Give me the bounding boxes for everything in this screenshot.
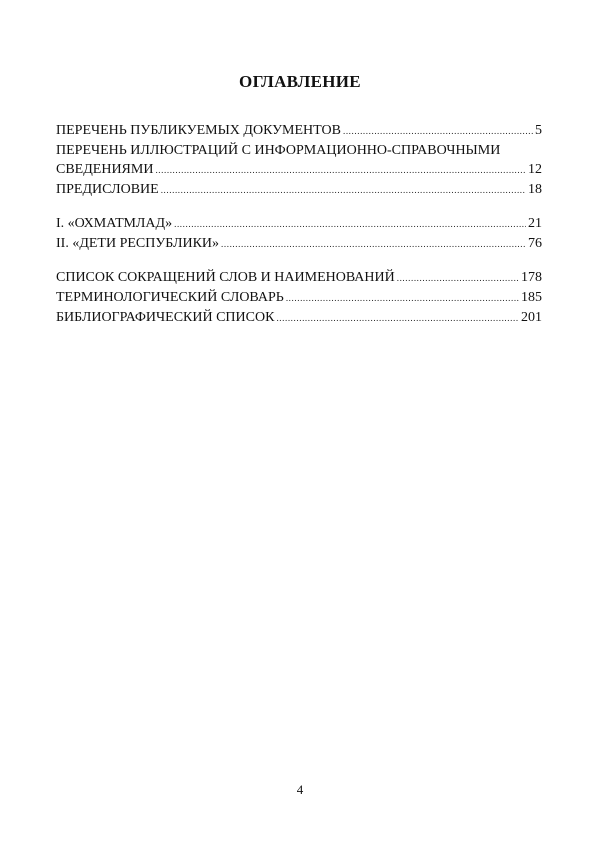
- toc-entry-page: 18: [528, 182, 542, 197]
- toc-entry-label: БИБЛИОГРАФИЧЕСКИЙ СПИСОК: [56, 310, 275, 325]
- toc-entry-label: II. «ДЕТИ РЕСПУБЛИКИ»: [56, 236, 220, 251]
- page-number: 4: [296, 782, 304, 797]
- toc-entry[interactable]: [56, 214, 542, 234]
- toc-entry-label: ПЕРЕЧЕНЬ ПУБЛИКУЕМЫХ ДОКУМЕНТОВ: [56, 123, 341, 138]
- toc-leader-dots: [155, 161, 526, 180]
- toc-entry-label: ТЕРМИНОЛОГИЧЕСКИЙ СЛОВАРЬ: [56, 290, 284, 305]
- page-title: ОГЛАВЛЕНИЕ: [239, 72, 361, 91]
- toc-entry-page: 185: [521, 290, 542, 305]
- toc-entry[interactable]: [56, 288, 542, 308]
- toc-entry[interactable]: [56, 234, 542, 254]
- toc-group-sections: [56, 214, 542, 254]
- toc-leader-dots: [286, 289, 519, 308]
- toc-entry[interactable]: [56, 308, 542, 328]
- toc-leader-dots: [276, 309, 519, 328]
- toc-entry[interactable]: [56, 121, 542, 141]
- toc-entry-page: 201: [521, 310, 542, 325]
- toc-leader-dots: [161, 181, 526, 200]
- toc-entry-page: 12: [528, 162, 542, 177]
- toc-group-front-matter: [56, 121, 542, 200]
- toc-entry-page: 178: [521, 270, 542, 285]
- table-of-contents: [56, 121, 542, 328]
- toc-leader-dots: [221, 235, 526, 254]
- toc-entry[interactable]: [56, 268, 542, 288]
- toc-entry[interactable]: [56, 180, 542, 200]
- toc-entry-label: СПИСОК СОКРАЩЕНИЙ СЛОВ И НАИМЕНОВАНИЙ: [56, 270, 395, 285]
- toc-entry-page: 76: [528, 236, 542, 251]
- toc-leader-dots: [397, 269, 519, 288]
- toc-entry-label: ПРЕДИСЛОВИЕ: [56, 182, 159, 197]
- toc-entry[interactable]: [56, 160, 542, 180]
- toc-group-back-matter: [56, 268, 542, 328]
- toc-entry-label: СВЕДЕНИЯМИ: [56, 162, 154, 177]
- toc-leader-dots: [343, 122, 533, 141]
- toc-entry-page: 21: [528, 216, 542, 231]
- toc-entry-label-line1[interactable]: ПЕРЕЧЕНЬ ИЛЛЮСТРАЦИЙ С ИНФОРМАЦИОННО-СПРАВОЧНЫМИ: [56, 143, 501, 158]
- toc-leader-dots: [174, 215, 526, 234]
- toc-entry-label: I. «ОХМАТМЛАД»: [56, 216, 173, 231]
- toc-entry-page: 5: [535, 123, 542, 138]
